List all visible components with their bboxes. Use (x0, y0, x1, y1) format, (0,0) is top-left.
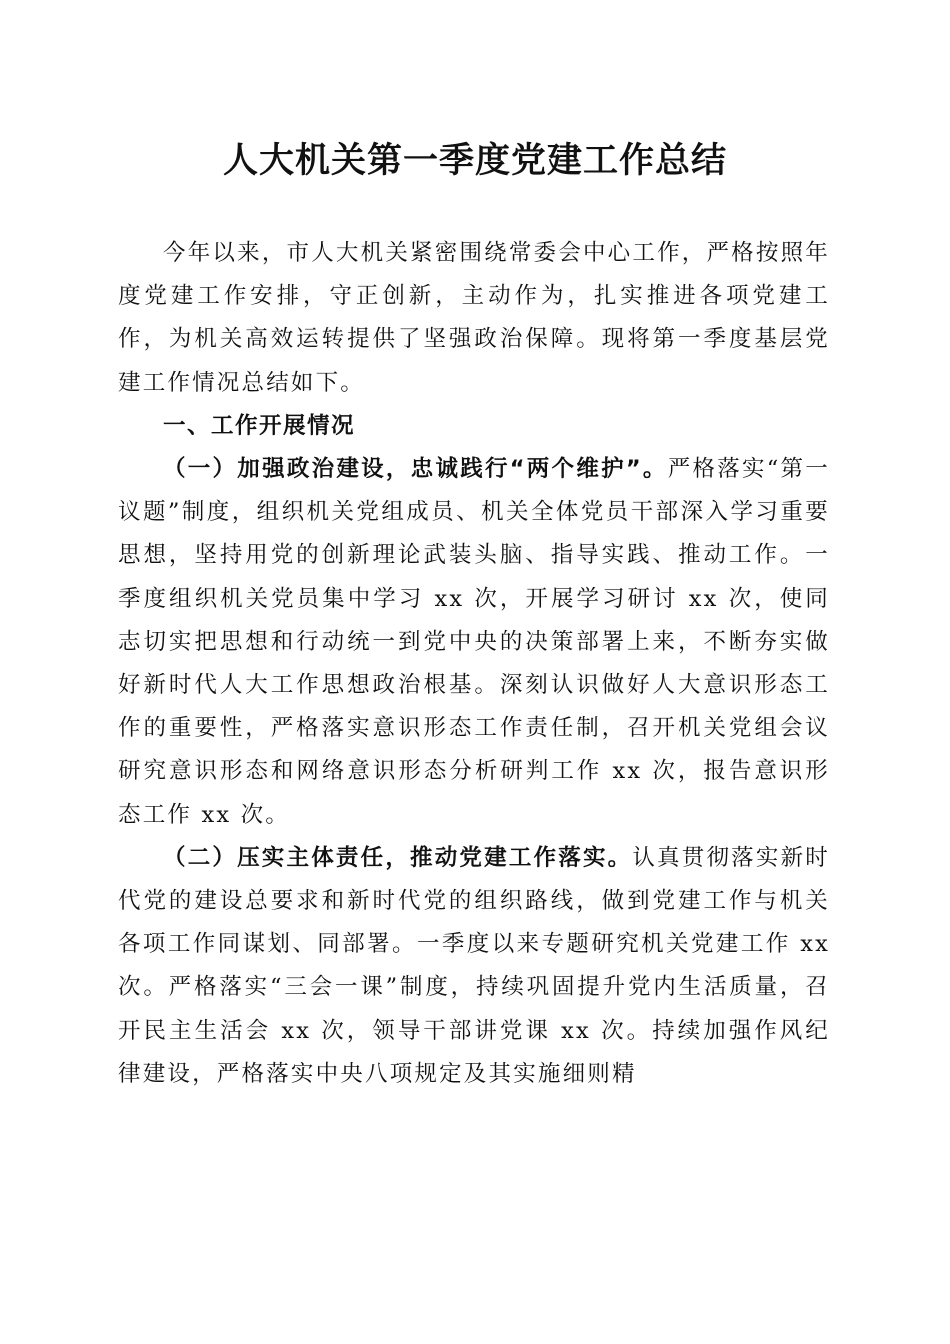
item-2-paragraph (118, 837, 830, 1096)
item-2-text: 认真贯彻落实新时代党的建设总要求和新时代党的组织路线，做到党建工作与机关各项工作同谋划、同部署。一季度以来专题研究机关党建工作 xx 次。严格落实“三会一课”制度，持续巩固提升党内生活质量，召开民主生活会 xx 次，领导干部讲党课 xx 次。持续加强作风纪律建设，严格落实中央八项规定及其实施细则精 (118, 844, 830, 1087)
section-heading: 一、工作开展情况 (163, 412, 356, 439)
item-2-heading: （二）压实主体责任，推动党建工作落实。 (163, 844, 633, 871)
item-1-text: 严格落实“第一议题”制度，组织机关党组成员、机关全体党员干部深入学习重要思想，坚持用党的创新理论武装头脑、指导实践、推动工作。一季度组织机关党员集中学习 xx 次，开展学习研讨 xx 次，使同志切实把思想和行动统一到党中央的决策部署上来，不断夯实做好新时代人大工作思想政治根基。深刻认识做好人大意识形态工作的重要性，严格落实意识形态工作责任制，召开机关党组会议研究意识形态和网络意识形态分析研判工作 xx 次，报告意识形态工作 xx 次。 (118, 456, 830, 828)
item-1-heading: （一）加强政治建设，忠诚践行“两个维护”。 (163, 456, 668, 483)
item-1-paragraph (118, 448, 830, 837)
intro-paragraph: 今年以来，市人大机关紧密围绕常委会中心工作，严格按照年度党建工作安排，守正创新，主动作为，扎实推进各项党建工作，为机关高效运转提供了坚强政治保障。现将第一季度基层党建工作情况总结如下。 (118, 240, 830, 396)
document-title: 人大机关第一季度党建工作总结 (222, 141, 727, 181)
document-body (118, 232, 830, 1096)
